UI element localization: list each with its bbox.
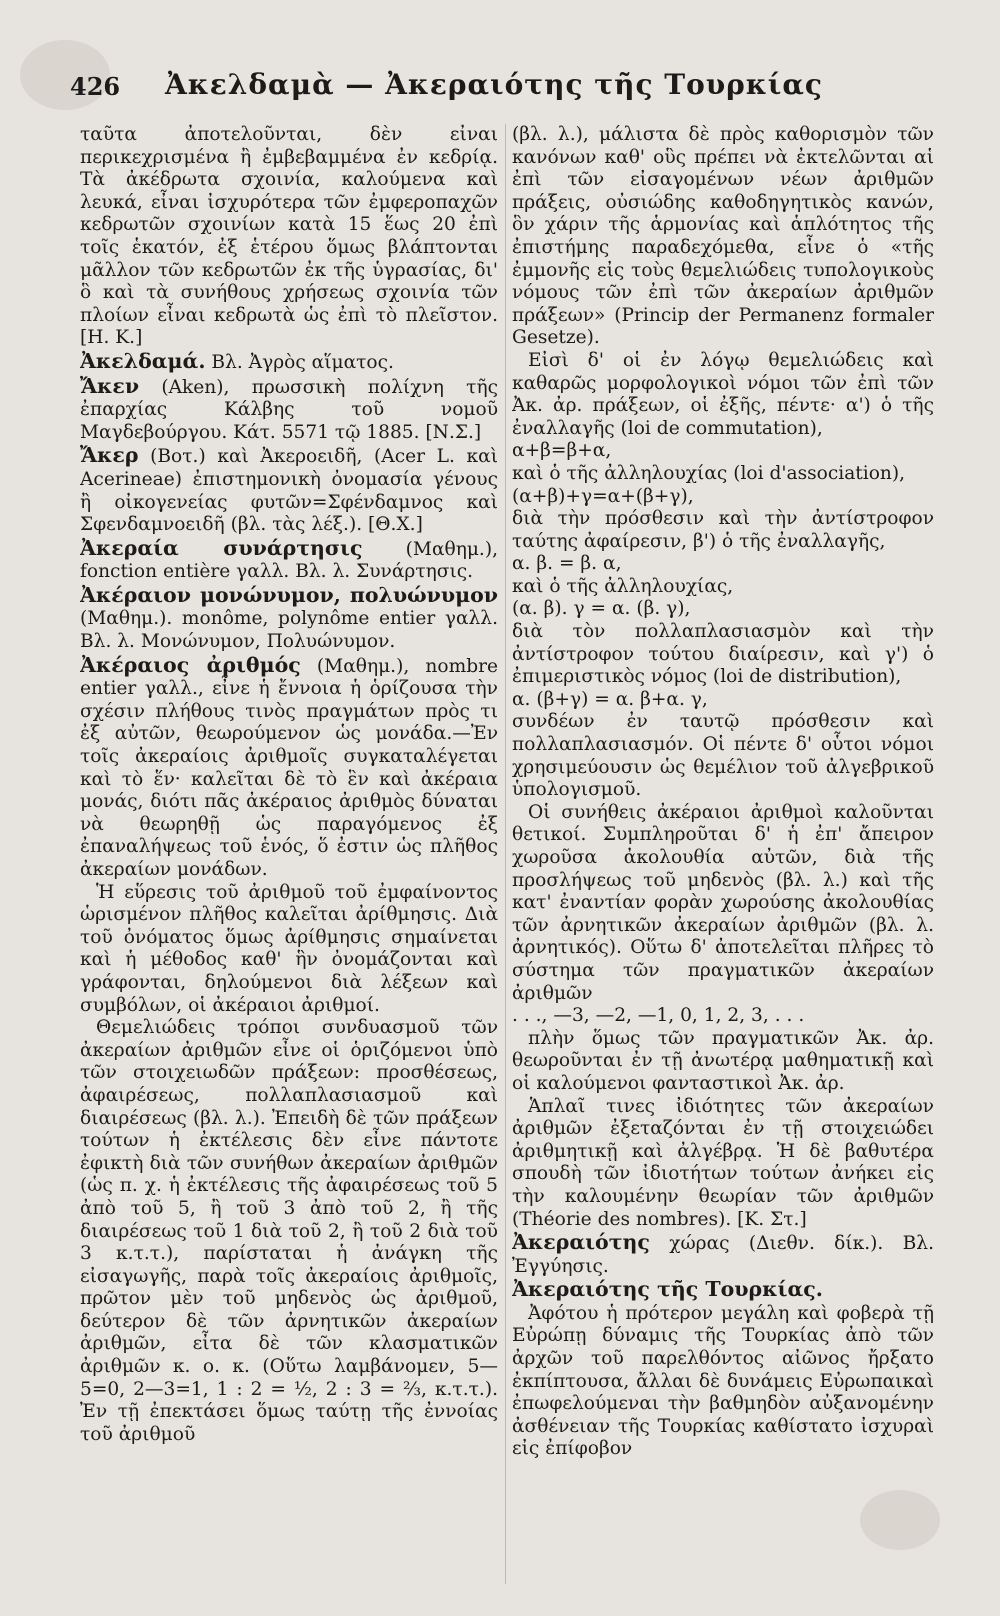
entry-headword: Ἄκερ xyxy=(80,443,139,468)
paragraph: Εἰσὶ δ' οἱ ἐν λόγῳ θεμελιώδεις καὶ καθαρῶς μορφολογικοὶ νόμοι τῶν ἐπὶ τῶν Ἀκ. ἀρ. πράξεων, οἱ ἐξῆς, πέντε· α') ὁ τῆς ἐναλλαγῆς (loi de commutation), xyxy=(512,349,934,439)
paragraph: Ἀφότου ἡ πρότερον μεγάλη καὶ φοβερὰ τῇ Εὐρώπῃ δύναμις τῆς Τουρκίας ἀπὸ τῶν ἀρχῶν τοῦ παρελθόντος αἰῶνος ἤρξατο ἐκπίπτουσα, ἄλλαι δὲ δυνάμεις Εὐρωπαικαὶ ἐπωφελούμεναι τὴν βαθμηδὸν αὐξανομένην ἀσθένειαν τῆς Τουρκίας καθίστατο ἰσχυραὶ εἰς ἐπίφοβον xyxy=(512,1302,934,1460)
paragraph: Οἱ συνήθεις ἀκέραιοι ἀριθμοὶ καλοῦνται θετικοί. Συμπληροῦται δ' ἡ ἐπ' ἄπειρον χωροῦσα ἀκολουθία αὐτῶν, διὰ τῆς προσλήψεως τοῦ μηδενὸς (βλ. λ.) καὶ τῆς κατ' ἐναντίαν φορὰν χωρούσης ἀκολουθίας τῶν ἀρνητικῶν ἀκεραίων ἀριθμῶν (βλ. λ. ἀρνητικός). Οὕτω δ' ἀποτελεῖται πλῆρες τὸ σύστημα τῶν πραγματικῶν ἀκεραίων ἀριθμῶν xyxy=(512,801,934,1004)
formula: α+β=β+α, xyxy=(512,440,612,462)
formula: (α. β). γ = α. (β. γ), xyxy=(512,598,691,620)
paragraph: διὰ τὴν πρόσθεσιν καὶ τὴν ἀντίστροφον ταύτης ἀφαίρεσιν, β') ὁ τῆς ἐναλλαγῆς, xyxy=(512,508,934,552)
paragraph: πλὴν ὅμως τῶν πραγματικῶν Ἀκ. ἀρ. θεωροῦνται ἐν τῇ ἀνωτέρᾳ μαθηματικῇ καὶ οἱ καλούμενοι φανταστικοὶ Ἀκ. ἀρ. xyxy=(512,1027,934,1094)
entry-text: χώρας (Διεθν. δίκ.). Βλ. Ἐγγύησις. xyxy=(512,1233,934,1277)
paragraph: διὰ τὸν πολλαπλασιασμὸν καὶ τὴν ἀντίστροφον τούτου διαίρεσιν, καὶ γ') ὁ ἐπιμεριστικὸς νόμος (loi de distribution), xyxy=(512,621,934,688)
formula: α. β. = β. α, xyxy=(512,553,622,575)
formula: (α+β)+γ=α+(β+γ), xyxy=(512,485,694,507)
running-head: Ἀκελδαμὰ — Ἀκεραιότης τῆς Τουρκίας xyxy=(165,68,823,101)
entry-headword: Ἀκέραιον μονώνυμον, πολυώνυμον xyxy=(80,582,498,607)
right-column xyxy=(512,124,934,1604)
entry-headword: Ἄκεν xyxy=(80,373,140,398)
paragraph: καὶ ὁ τῆς ἀλληλουχίας, xyxy=(512,575,734,597)
paragraph: Ἡ εὕρεσις τοῦ ἀριθμοῦ τοῦ ἐμφαίνοντος ὡρισμένον πλῆθος καλεῖται ἀρίθμησις. Διὰ τοῦ ὀνόματος ὅμως ἀρίθμησις σημαίνεται καὶ ἡ μέθοδος καθ' ἣν ὀνομάζονται καὶ γράφονται, δηλούμενοι διὰ λέξεων καὶ συμβόλων, οἱ ἀκέραιοι ἀριθμοί. xyxy=(80,881,498,1016)
dictionary-entry xyxy=(80,444,498,536)
paragraph: ταῦτα ἀποτελοῦνται, δὲν εἶναι περικεχρισμένα ἢ ἐμβεβαμμένα ἐν κεδρίᾳ. Τὰ ἀκέδρωτα σχοινία, καλούμενα καὶ λευκά, εἶναι ἰσχυρότερα τῶν ἐμφεροπαχῶν κεδρωτῶν σχοινίων κατὰ 15 ἕως 20 ἐπὶ τοῖς ἑκατόν, ἐξ ἑτέρου ὅμως βλάπτονται μᾶλλον τῶν κεδρωτῶν ἐκ τῆς ὑγρασίας, δι' ὃ καὶ τὰ συνήθους χρήσεως σχοινία τῶν πλοίων εἶναι κεδρωτὰ ὡς ἐπὶ τὸ πλεῖστον. [Η. Κ.] xyxy=(80,124,498,349)
dictionary-entry xyxy=(80,584,498,654)
entry-headword: Ἀκελδαμά. xyxy=(80,348,206,373)
entry-text: Βλ. Ἀγρὸς αἵματος. xyxy=(205,351,394,373)
page-number: 426 xyxy=(70,72,121,101)
entry-headword: Ἀκεραιότης τῆς Τουρκίας. xyxy=(512,1277,823,1302)
entry-text: (Aken), πρωσσικὴ πολίχνη τῆς ἐπαρχίας Κάλβης τοῦ νομοῦ Μαγδεβούργου. Κάτ. 5571 τῷ 1885. [Ν.Σ.] xyxy=(80,376,498,443)
entry-text: (Μαθημ.). monôme, polynôme entier γαλλ. Βλ. λ. Μονώνυμον, Πολυώνυμον. xyxy=(80,608,498,653)
dictionary-entry xyxy=(512,1231,934,1278)
dictionary-entry xyxy=(80,350,498,375)
paragraph: συνδέων ἐν ταυτῷ πρόσθεσιν καὶ πολλαπλασιασμόν. Οἱ πέντε δ' οὗτοι νόμοι χρησιμεύουσιν ὡς θεμέλιον τοῦ ἀλγεβρικοῦ ὑπολογισμοῦ. xyxy=(512,711,934,801)
entry-headword: Ἀκεραιότης xyxy=(512,1230,650,1255)
dictionary-entry xyxy=(80,375,498,445)
entry-text: (Μαθημ.), fonction entière γαλλ. Βλ. λ. Συνάρτησις. xyxy=(80,538,498,583)
column-divider xyxy=(505,124,506,1584)
paragraph: Ἁπλαῖ τινες ἰδιότητες τῶν ἀκεραίων ἀριθμῶν ἐξεταζόνται ἐν τῇ στοιχειώδει ἀριθμητικῇ καὶ ἀλγέβρᾳ. Ἡ δὲ βαθυτέρα σπουδὴ τῶν ἰδιοτήτων τούτων ἀνήκει εἰς τὴν καλουμένην θεωρίαν τῶν ἀριθμῶν (Théorie des nombres). [Κ. Στ.] xyxy=(512,1095,934,1230)
dictionary-entry xyxy=(80,654,498,882)
paragraph: Θεμελιώδεις τρόποι συνδυασμοῦ τῶν ἀκεραίων ἀριθμῶν εἶνε οἱ ὁριζόμενοι ὑπὸ τῶν στοιχειωδῶν πράξεων: προσθέσεως, ἀφαιρέσεως, πολλαπλασιασμοῦ καὶ διαιρέσεως (βλ. λ.). Ἐπειδὴ δὲ τῶν πράξεων τούτων ἡ ἐκτέλεσις δὲν εἶνε πάντοτε ἐφικτὴ διὰ τῶν συνήθων ἀκεραίων ἀριθμῶν (ὡς π. χ. ἡ ἐκτέλεσις τῆς ἀφαιρέσεως τοῦ 5 ἀπὸ τοῦ 5, ἢ τοῦ 3 ἀπὸ τοῦ 2, ἢ τῆς διαιρέσεως τοῦ 1 διὰ τοῦ 2, ἢ τοῦ 2 διὰ τοῦ 3 κ.τ.τ.), παρίσταται ἡ ἀνάγκη τῆς εἰσαγωγῆς, παρὰ τοῖς ἀκεραίοις ἀριθμοῖς, πρῶτον μὲν τοῦ μηδενὸς ὡς ἀριθμοῦ, δεύτερον δὲ τῶν ἀρνητικῶν ἀκεραίων ἀριθμῶν, εἶτα δὲ τῶν κλασματικῶν ἀριθμῶν κ. ο. κ. (Οὕτω λαμβάνομεν, 5—5=0, 2—3=1, 1 : 2 = ½, 2 : 3 = ⅔, κ.τ.τ.). Ἐν τῇ ἐπεκτάσει ὅμως ταύτῃ τῆς ἐννοίας τοῦ ἀριθμοῦ xyxy=(80,1017,498,1445)
entry-text: (Μαθημ.), nombre entier γαλλ., εἶνε ἡ ἔννοια ἡ ὁρίζουσα τὴν σχέσιν πλήθους τινὸς πραγμάτων πρὸς τι ἐξ αὐτῶν, θεωρούμενον ὡς μονάδα.—Ἐν τοῖς ἀκεραίοις ἀριθμοῖς συγκαταλέγεται καὶ τὸ ἕν· καλεῖται δὲ τὸ ἓν καὶ ἀκέραια μονάς, διότι πᾶς ἀκέραιος ἀριθμὸς δύναται νὰ θεωρηθῇ ὡς παραγόμενος ἐξ ἐπαναλήψεως τοῦ ἑνός, ὅ ἐστιν ὡς πλῆθος ἀκεραίων μονάδων. xyxy=(80,655,498,880)
formula: . . ., —3, —2, —1, 0, 1, 2, 3, . . . xyxy=(512,1005,805,1027)
entry-headword: Ἀκεραία συνάρτησις xyxy=(80,535,363,560)
left-column xyxy=(80,124,498,1604)
paragraph: (βλ. λ.), μάλιστα δὲ πρὸς καθορισμὸν τῶν κανόνων καθ' οὓς πρέπει νὰ ἐκτελῶνται αἱ ἐπὶ τῶν εἰσαγομένων νέων ἀριθμῶν πράξεις, οὐσιώδης καθοδηγητικὸς κανών, ὃν χάριν τῆς ἁρμονίας καὶ ἁπλότητος τῆς ἐπιστήμης παραδεχόμεθα, εἶνε ὁ «τῆς ἐμμονῆς εἰς τοὺς θεμελιώδεις τυπολογικοὺς νόμους τῶν ἐπὶ τῶν ἀκεραίων ἀριθμῶν πράξεων» (Princip der Permanenz formaler Gesetze). xyxy=(512,124,934,349)
page-header xyxy=(70,68,930,108)
dictionary-entry xyxy=(80,537,498,584)
formula: α. (β+γ) = α. β+α. γ, xyxy=(512,688,708,710)
entry-text: (Βοτ.) καὶ Ἀκεροειδῆ, (Acer L. καὶ Acerineae) ἐπιστημονικὴ ὀνομασία γένους ἢ οἰκογενείας φυτῶν=Σφένδαμνος καὶ Σφενδαμνοειδῆ (βλ. τὰς λέξ.). [Θ.Χ.] xyxy=(80,446,498,536)
dictionary-entry xyxy=(512,1278,934,1303)
entry-headword: Ἀκέραιος ἀριθμός xyxy=(80,652,301,677)
paragraph: καὶ ὁ τῆς ἀλληλουχίας (loi d'association), xyxy=(512,462,906,484)
